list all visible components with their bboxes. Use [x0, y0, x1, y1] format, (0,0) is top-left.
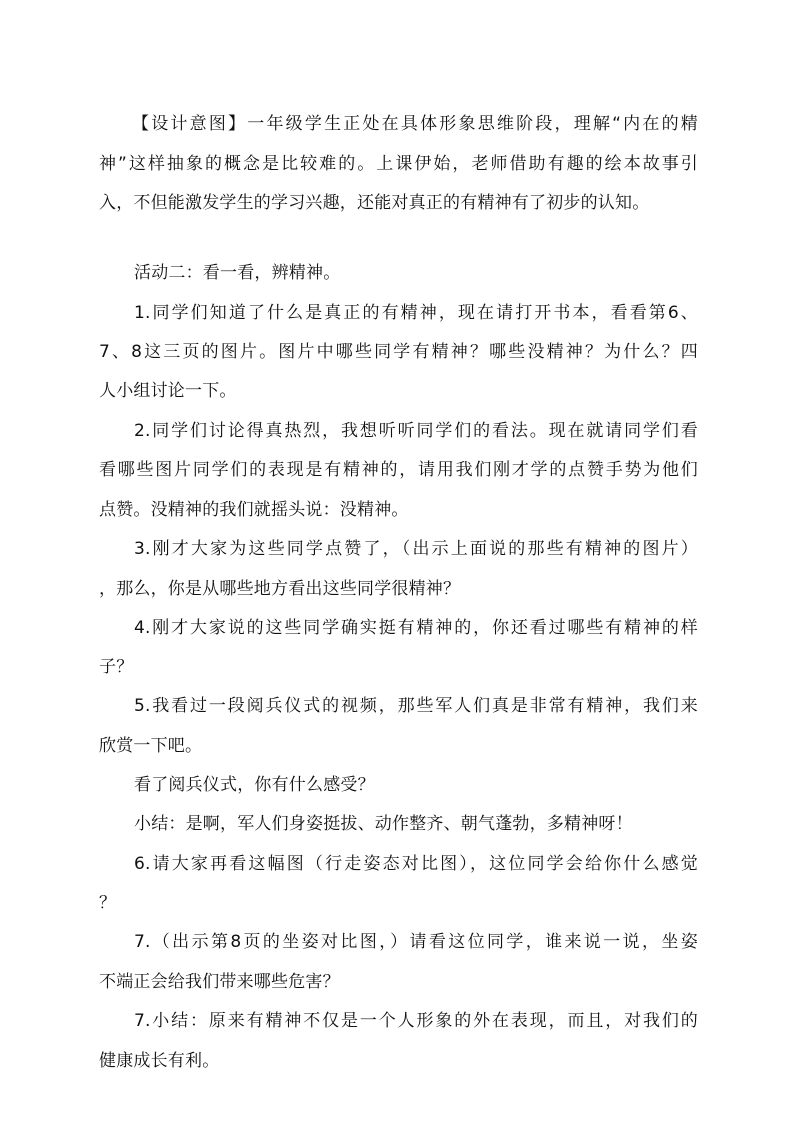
paragraph-line: ，那么，你是从哪些地方看出这些同学很精神？	[99, 579, 461, 599]
paragraph-line: 看哪些图片同学们的表现是有精神的，请用我们刚才学的点赞手势为他们	[99, 460, 698, 480]
paragraph-line: 点赞。没精神的我们就摇头说：没精神。	[99, 500, 409, 520]
paragraph-line: 1.同学们知道了什么是真正的有精神，现在请打开书本，看看第6、	[134, 303, 698, 323]
paragraph-line: 3.刚才大家为这些同学点赞了，（出示上面说的那些有精神的图片）	[134, 539, 698, 559]
paragraph-line: 7、8这三页的图片。图片中哪些同学有精神？哪些没精神？为什么？四	[99, 342, 698, 362]
paragraph-line: 入，不但能激发学生的学习兴趣，还能对真正的有精神有了初步的认知。	[99, 193, 650, 213]
paragraph-line: 欣赏一下吧。	[99, 736, 203, 756]
paragraph-line: 人小组讨论一下。	[99, 381, 237, 401]
paragraph-line: 【设计意图】一年级学生正处在具体形象思维阶段，理解“内在的精	[132, 114, 698, 134]
paragraph-line: 7.小结：原来有精神不仅是一个人形象的外在表现，而且，对我们的	[134, 1011, 698, 1031]
paragraph-line: 5.我看过一段阅兵仪式的视频，那些军人们真是非常有精神，我们来	[134, 696, 698, 716]
paragraph-line: 小结：是啊，军人们身姿挺拔、动作整齐、朝气蓬勃，多精神呀！	[134, 814, 633, 834]
paragraph-line: 2.同学们讨论得真热烈，我想听听同学们的看法。现在就请同学们看	[134, 421, 698, 441]
paragraph-line: 6.请大家再看这幅图（行走姿态对比图），这位同学会给你什么感觉	[134, 854, 698, 874]
paragraph-line: 神”这样抽象的概念是比较难的。上课伊始，老师借助有趣的绘本故事引	[99, 154, 698, 174]
paragraph-line: 看了阅兵仪式，你有什么感受？	[134, 775, 375, 795]
paragraph-line: 不端正会给我们带来哪些危害？	[99, 972, 340, 992]
section-heading: 活动二：看一看，辨精神。	[134, 263, 341, 283]
paragraph-line: 子？	[99, 657, 134, 677]
paragraph-line: 4.刚才大家说的这些同学确实挺有精神的，你还看过哪些有精神的样	[134, 618, 698, 638]
paragraph-line: 健康成长有利。	[99, 1051, 220, 1071]
paragraph-line: ？	[99, 893, 117, 913]
paragraph-line: 7.（出示第8页的坐姿对比图，）请看这位同学，谁来说一说，坐姿	[134, 932, 698, 952]
